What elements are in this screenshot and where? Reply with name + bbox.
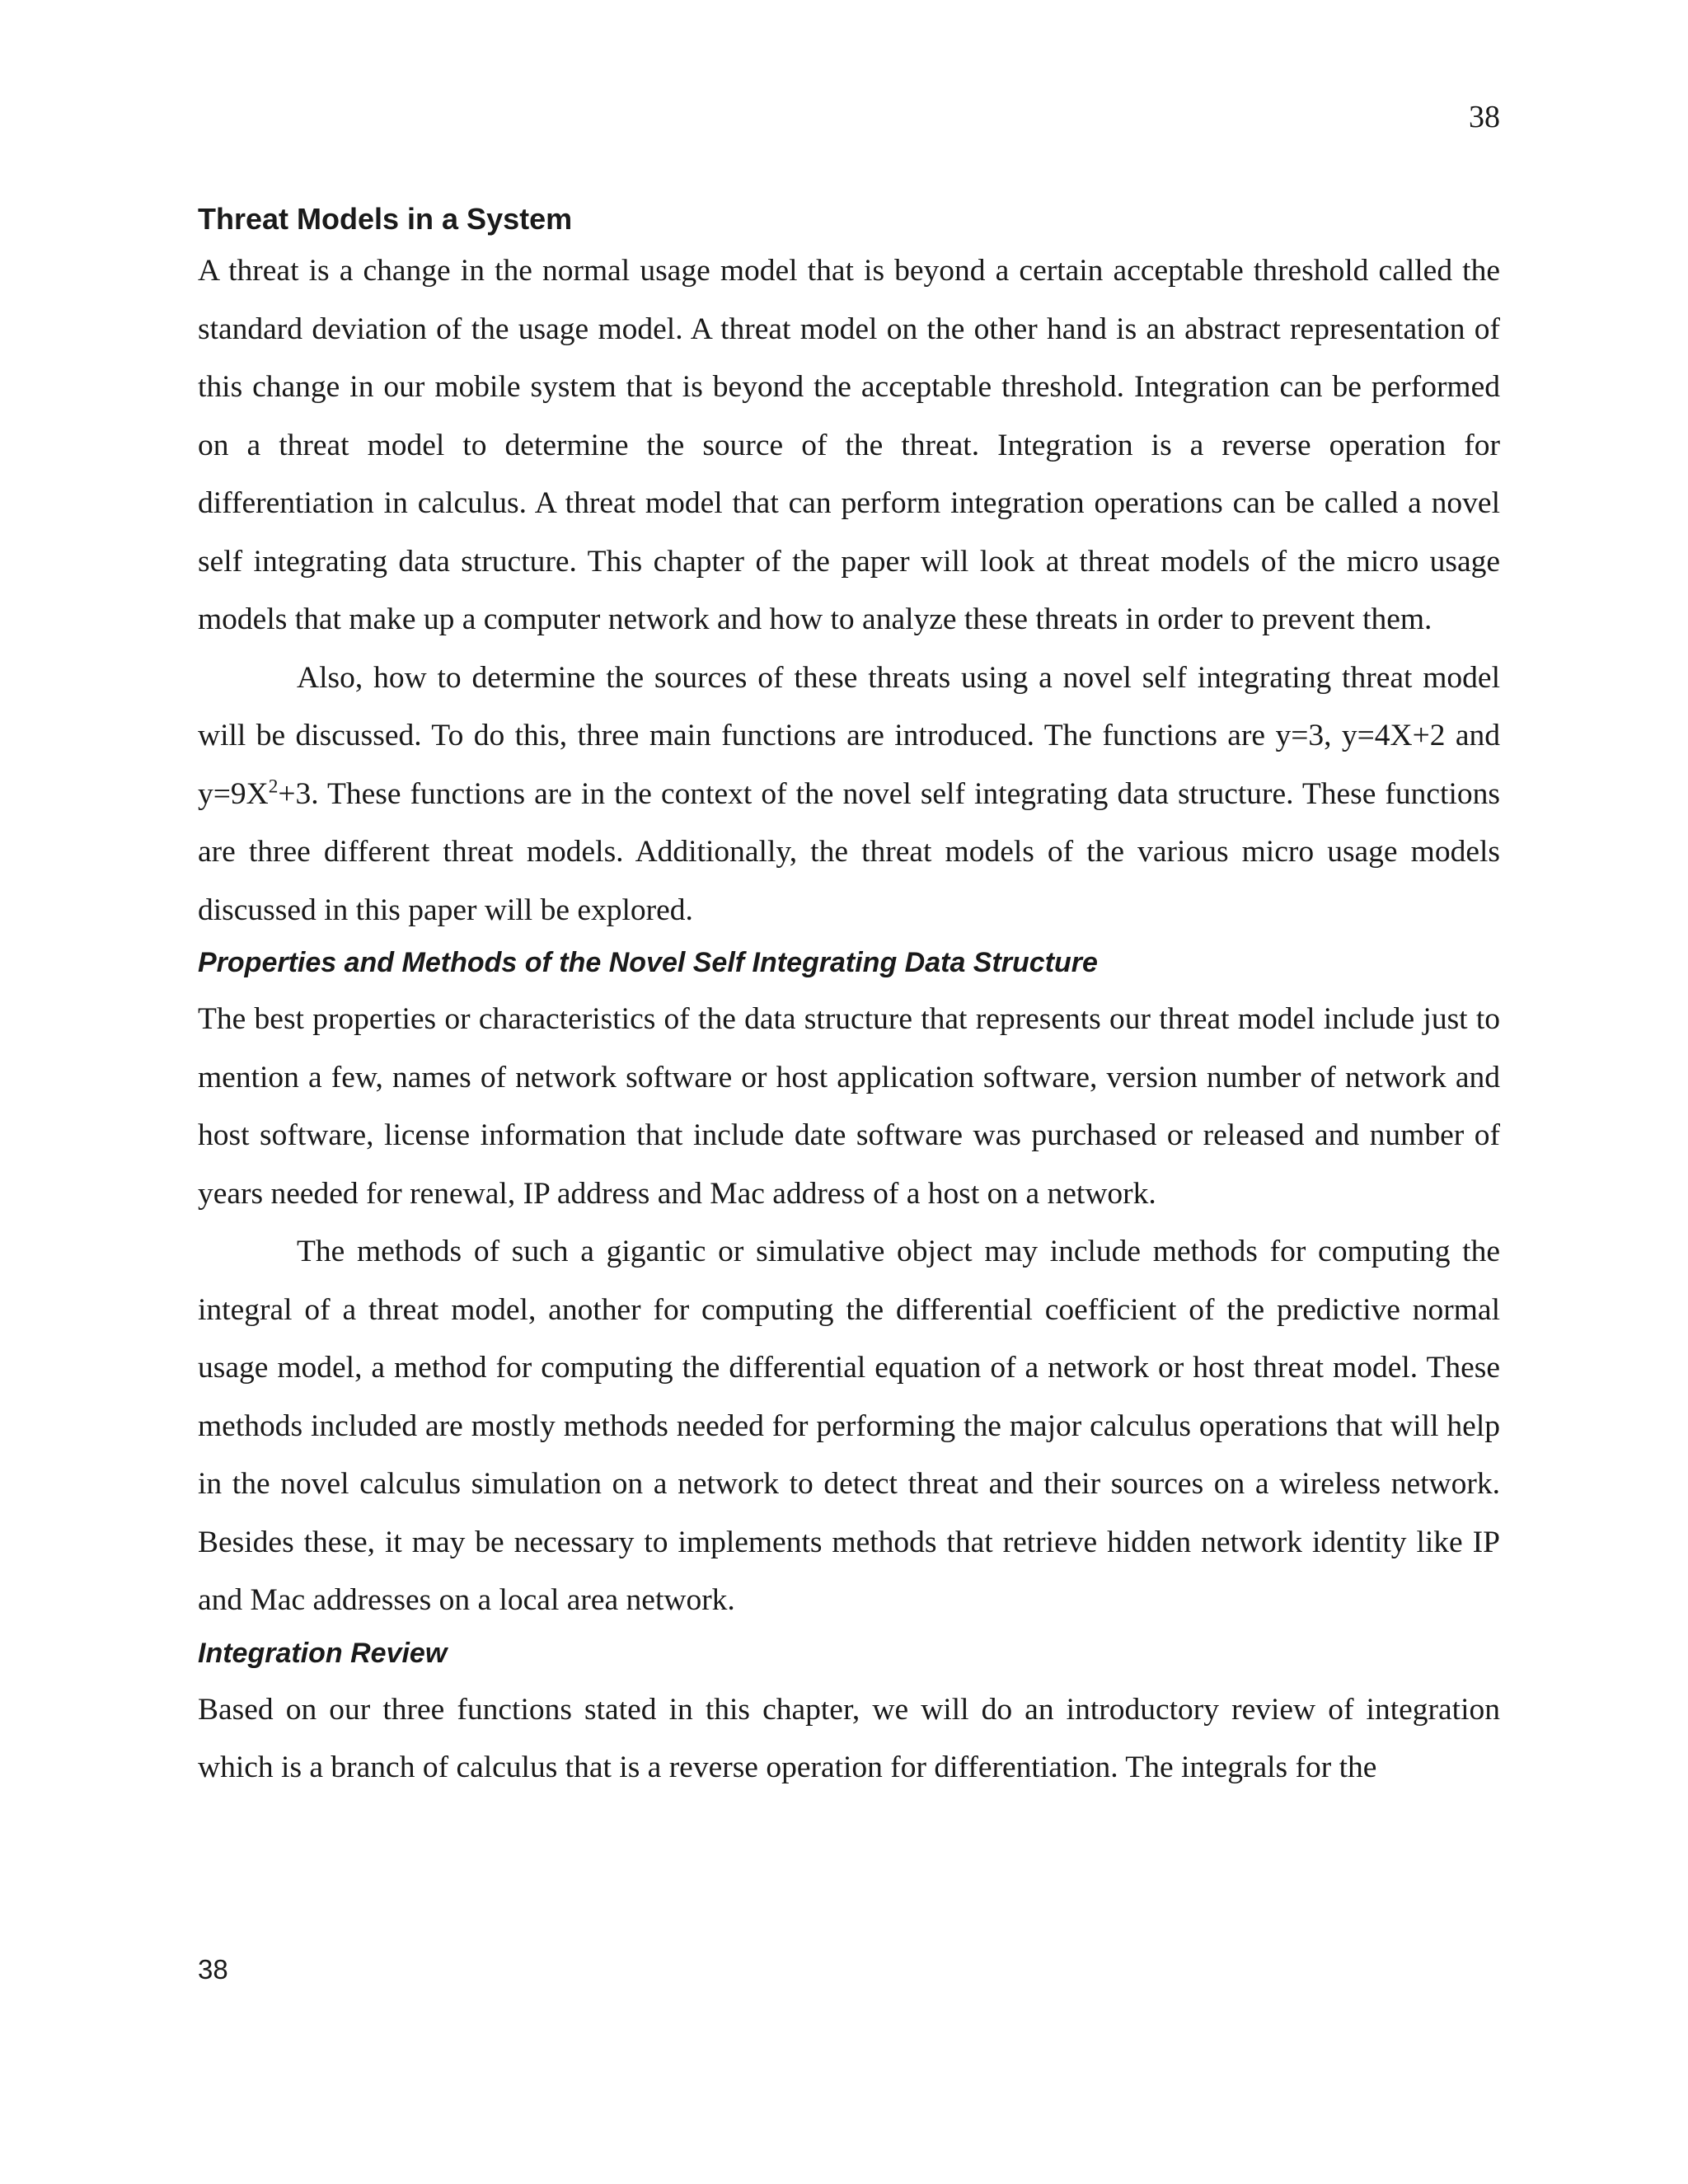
paragraph-methods: The methods of such a gigantic or simulative object may include methods for computing the integral of a threat model, another for computing the differential coefficient of the predictive normal usage model, a method for computing the differential equation of a network or host threat model. These methods included are mostly methods needed for performing the major calculus operations that will help in the novel calculus simulation on a network to detect threat and their sources on a wireless network. Besides these, it may be necessary to implements methods that retrieve hidden network identity like IP and Mac addresses on a local area network.: [198, 1235, 1500, 1617]
paragraph-threat-definition: A threat is a change in the normal usage model that is beyond a certain acceptable threshold called the standard deviation of the usage model. A threat model on the other hand is an abstract representation of this change in our mobile system that is beyond the acceptable threshold. Integration can be performed on a threat model to determine the source of the threat. Integration is a reverse operation for differentiation in calculus. A threat model that can perform integration operations can be called a novel self integrating data structure. This chapter of the paper will look at threat models of the micro usage models that make up a computer network and how to analyze these threats in order to prevent them.: [198, 254, 1500, 636]
paragraph-threat-functions-text-b: +3. These functions are in the context of the novel self integrating data structure. These functions are three different threat models. Additionally, the threat models of the various micro usage models discussed in this paper will be explored.: [198, 776, 1500, 927]
page-content: [198, 199, 1500, 1797]
page-number-top: 38: [1469, 100, 1500, 134]
paragraph-properties: The best properties or characteristics of the data structure that represents our threat model include just to mention a few, names of network software or host application software, version number of network and host software, license information that include date software was purchased or released and number of years needed for renewal, IP address and Mac address of a host on a network.: [198, 1002, 1500, 1211]
superscript-exponent: 2: [268, 776, 279, 797]
section-heading: Threat Models in a System: [198, 202, 573, 236]
subsection-heading-properties: Properties and Methods of the Novel Self Integrating Data Structure: [198, 947, 1098, 978]
paragraph-threat-functions: [198, 649, 1500, 940]
page-number-bottom: 38: [198, 1954, 228, 1985]
paragraph-integration-review: Based on our three functions stated in this chapter, we will do an introductory review of integration which is a branch of calculus that is a reverse operation for differentiation. The integrals for the: [198, 1692, 1500, 1784]
subsection-heading-integration-review: Integration Review: [198, 1637, 448, 1669]
paragraph-threat-functions-text-a: Also, how to determine the sources of these threats using a novel self integrating threat model will be discussed. To do this, three main functions are introduced. The functions are y=3, y=4X+2 and y=9X: [198, 660, 1500, 811]
